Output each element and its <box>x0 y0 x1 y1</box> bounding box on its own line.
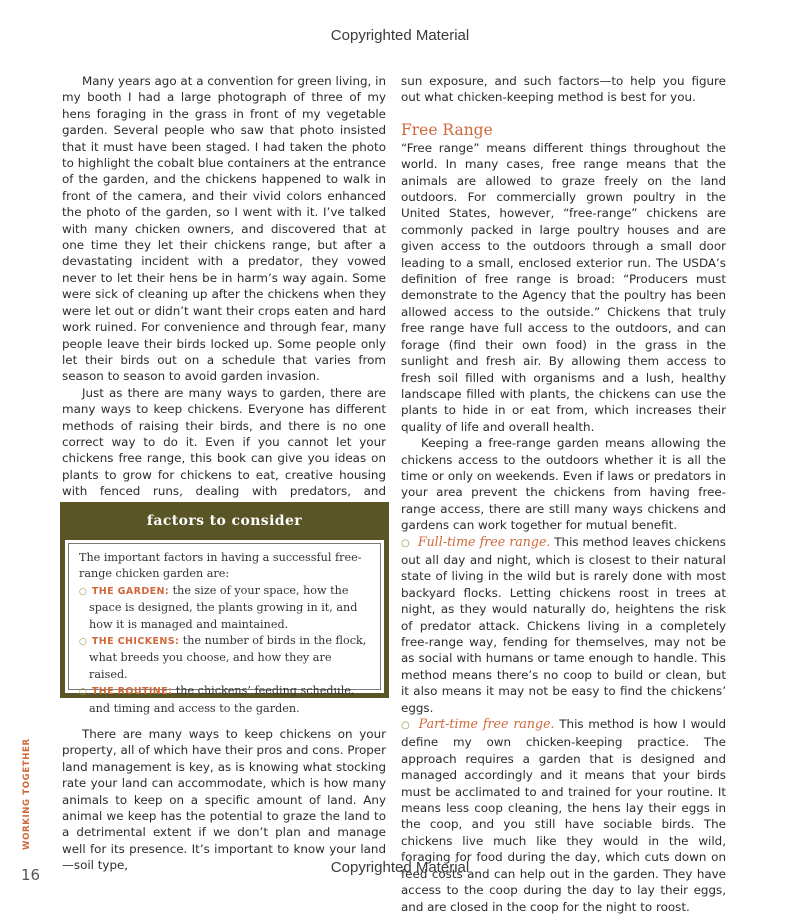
box-title: factors to consider <box>146 513 303 529</box>
list-item-term: Full-time free range. <box>417 533 551 549</box>
list-item <box>401 716 726 915</box>
bullet-icon: ○ <box>79 637 87 648</box>
box-item-term: THE ROUTINE: <box>91 686 173 698</box>
left-column <box>62 73 386 516</box>
list-item-text: This method leaves chickens out all day and night, which is closest to their natural state of living in the wild but is rarely done with most backyard flocks. Letting chickens roost in trees at night, as they would naturally do, heightens the risk of predator attack. Chickens living in a completely free-range way, fending for themselves, may not be as social with humans or tame enough to handle. This method means there’s no coop to build or clean, but it also means it may not be easy to find the chickens’ eggs. <box>401 534 726 715</box>
box-list-item <box>79 633 370 683</box>
list-item <box>401 534 726 716</box>
list-item-text: This method is how I would define my own chicken-keeping practice. The approach requires a garden that is designed and managed accordingly and it means that your birds must be acclimated to and trained for your routine. It means less coop cleaning, the hens lay their eggs in the coop, and you still have sociable birds. The chickens live much like they would in the wild, foraging for food during the day, which cuts down on feed costs and can help out in the garden. They have access to the coop during the day to lay their eggs, and are closed in the coop for the night to roost. <box>401 717 726 914</box>
paragraph: “Free range” means different things throughout the world. In many cases, free range means that the animals are allowed to graze freely on the land outdoors. For commercially grown poultry in the United States, however, “free-range” chickens are commonly packed in large poultry houses and are given access to the outdoors through a small door leading to a small, enclosed exterior run. The USDA’s definition of free range is broad: “Producers must demonstrate to the Agency that the poultry has been allowed access to the outside.” Chickens that truly free range have full access to the outdoors, and can forage (find their own food) in the grass in the sunlight and fresh air. By allowing them access to fresh soil filled with organisms and a lush, healthy landscape filled with plants, the chickens can use the plants to hide in or eat from, which increases their quality of life and overall health. <box>401 140 726 434</box>
bullet-icon: ○ <box>401 720 411 732</box>
section-heading: Free Range <box>401 120 493 139</box>
paragraph: Keeping a free-range garden means allowing the chickens access to the outdoors whether it is all the time or only on weekends. Even if laws or predators in your area prevent the chickens from having free-range access, there are still many ways chickens and gardens can work together for mutual benefit. <box>401 436 726 533</box>
paragraph-continuation: sun exposure, and such factors—to help you figure out what chicken-keeping method is best for you. <box>401 74 726 105</box>
box-list-item <box>79 683 370 717</box>
copyright-watermark-top: Copyrighted Material <box>330 27 470 44</box>
box-item-term: THE CHICKENS: <box>91 636 180 648</box>
factors-to-consider-box <box>60 502 389 715</box>
box-item-text: the size of your space, how the space is designed, the plants growing in it, and how it is managed and maintained. <box>89 583 358 631</box>
bullet-icon: ○ <box>401 537 410 549</box>
box-body-frame <box>68 543 381 715</box>
bullet-icon: ○ <box>79 687 87 698</box>
box-list-item <box>79 583 370 633</box>
page-number: 16 <box>21 866 41 884</box>
paragraph: Many years ago at a convention for green living, in my booth I had a large photograph of three of my hens foraging in the grass in front of my vegetable garden. Several people who saw that photo insisted that it must have been staged. I had taken the photo to highlight the cobalt blue containers at the entrance of the garden, and the chickens happened to walk in front of the camera, and their vivid colors enhanced the photo of the garden, so I went with it. I’ve talked with many chicken owners, and discovered that at one time they let their chickens range, but after a devastating incident with a predator, they vowed never to let their hens be in harm’s way again. Some were sick of cleaning up after the chickens when they were let out or didn’t want their crops eaten and hard work ruined. For convenience and through fear, many people leave their birds locked up. Some people only let their birds out on a schedule that varies from season to season to avoid garden invasion. <box>62 74 386 384</box>
list-item-term: Part-time free range. <box>418 716 555 732</box>
right-column <box>401 73 726 915</box>
box-item-text: the number of birds in the flock, what breeds you choose, and how they are raised. <box>89 634 367 681</box>
bullet-icon: ○ <box>79 586 87 597</box>
box-item-term: THE GARDEN: <box>91 585 170 597</box>
paragraph: There are many ways to keep chickens on your property, all of which have their pros and cons. Proper land management is key, as is knowing what stocking rate your land can accommodate, which is how many animals to keep on a specific amount of land. Any animal we keep has the potential to graze the land to a detrimental extent if we don’t plan and manage well for its presence. It’s important to know your land—soil type, <box>62 727 386 873</box>
box-body <box>65 540 384 715</box>
left-column-lower <box>62 726 386 874</box>
copyright-watermark-bottom: Copyrighted Material <box>330 859 470 876</box>
chapter-sidebar-label: WORKING TOGETHER <box>22 738 32 850</box>
box-intro: The important factors in having a successful free-range chicken garden are: <box>79 551 362 581</box>
box-item-text: the chickens’ feeding schedule, and timing and access to the garden. <box>89 684 355 715</box>
paragraph: Just as there are many ways to garden, there are many ways to keep chickens. Everyone has different methods of raising their birds, and there is no one correct way to do it. Even if you cannot let your chickens free range, this book can give you ideas on plants to grow for chickens to eat, creative housing with fenced runs, dealing with predators, and <box>62 385 386 499</box>
